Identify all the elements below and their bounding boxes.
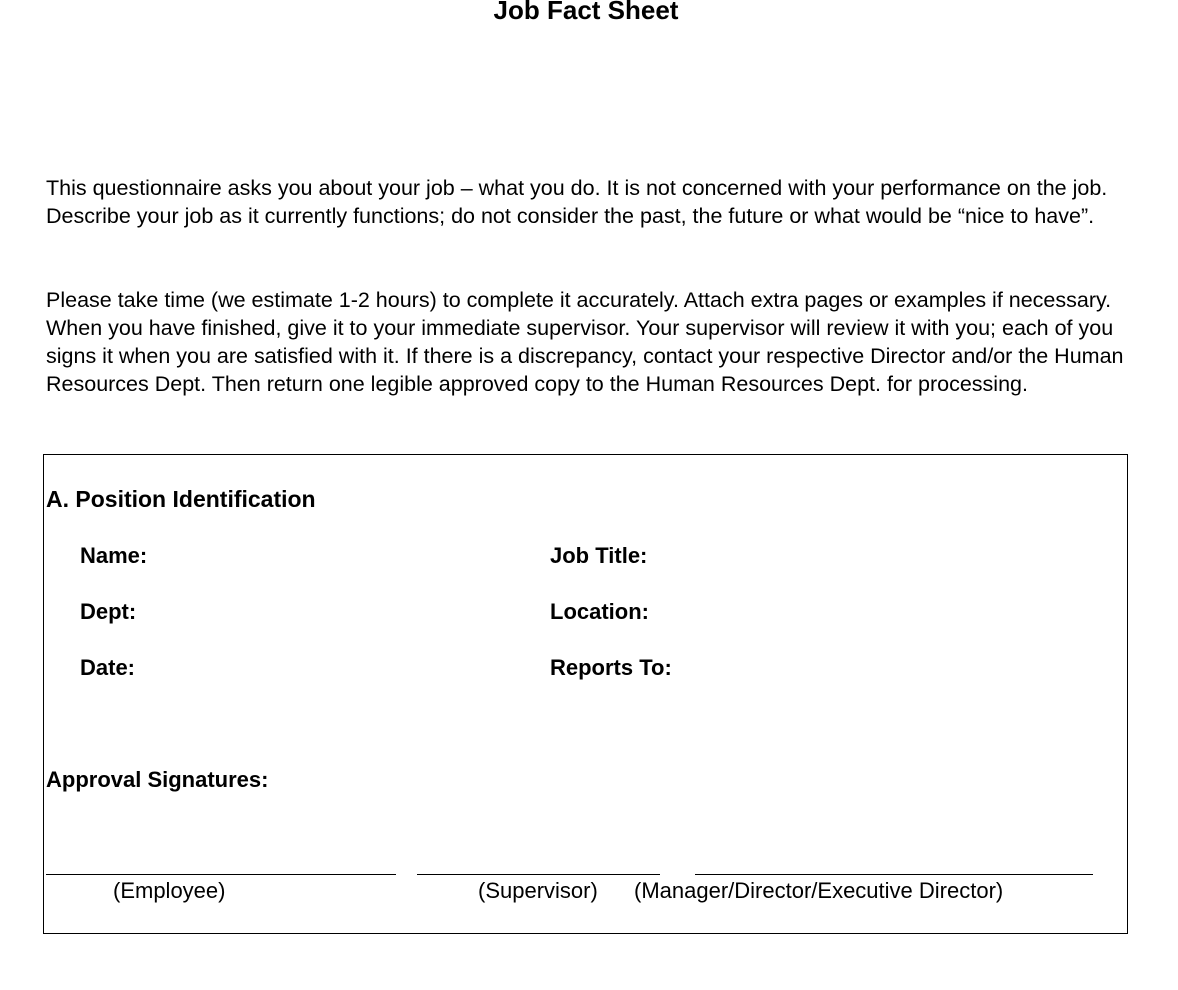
position-identification-box	[43, 454, 1128, 934]
section-a-heading: A. Position Identification	[46, 486, 316, 512]
manager-signature-line	[695, 874, 1093, 875]
intro-paragraph: This questionnaire asks you about your job – what you do. It is not concerned with your performance on the job. Describe your job as it currently functions; do not consider the past, the future or what would be “nice to have”.	[46, 176, 1108, 228]
dept-field-label: Dept:	[80, 599, 137, 624]
date-field-label: Date:	[80, 655, 136, 680]
approval-signatures-heading: Approval Signatures:	[46, 767, 269, 792]
page-title: Job Fact Sheet	[493, 0, 679, 25]
location-field-label: Location:	[550, 599, 649, 624]
reports-to-field-label: Reports To:	[550, 655, 672, 680]
supervisor-signature-line	[417, 874, 660, 875]
job-title-field-label: Job Title:	[550, 543, 648, 568]
manager-signature-caption: (Manager/Director/Executive Director)	[634, 878, 1004, 903]
employee-signature-line	[46, 874, 396, 875]
name-field-label: Name:	[80, 543, 148, 568]
employee-signature-caption: (Employee)	[113, 878, 226, 903]
supervisor-signature-caption: (Supervisor)	[478, 878, 598, 903]
instructions-paragraph: Please take time (we estimate 1-2 hours) to complete it accurately. Attach extra pages or examples if necessary. When you have finished, give it to your immediate supervisor. Your supervisor will review it with you; each of you signs it when you are satisfied with it. If there is a discrepancy, contact your respective Director and/or the Human Resources Dept. Then return one legible approved copy to the Human Resources Dept. for processing.	[46, 288, 1124, 396]
